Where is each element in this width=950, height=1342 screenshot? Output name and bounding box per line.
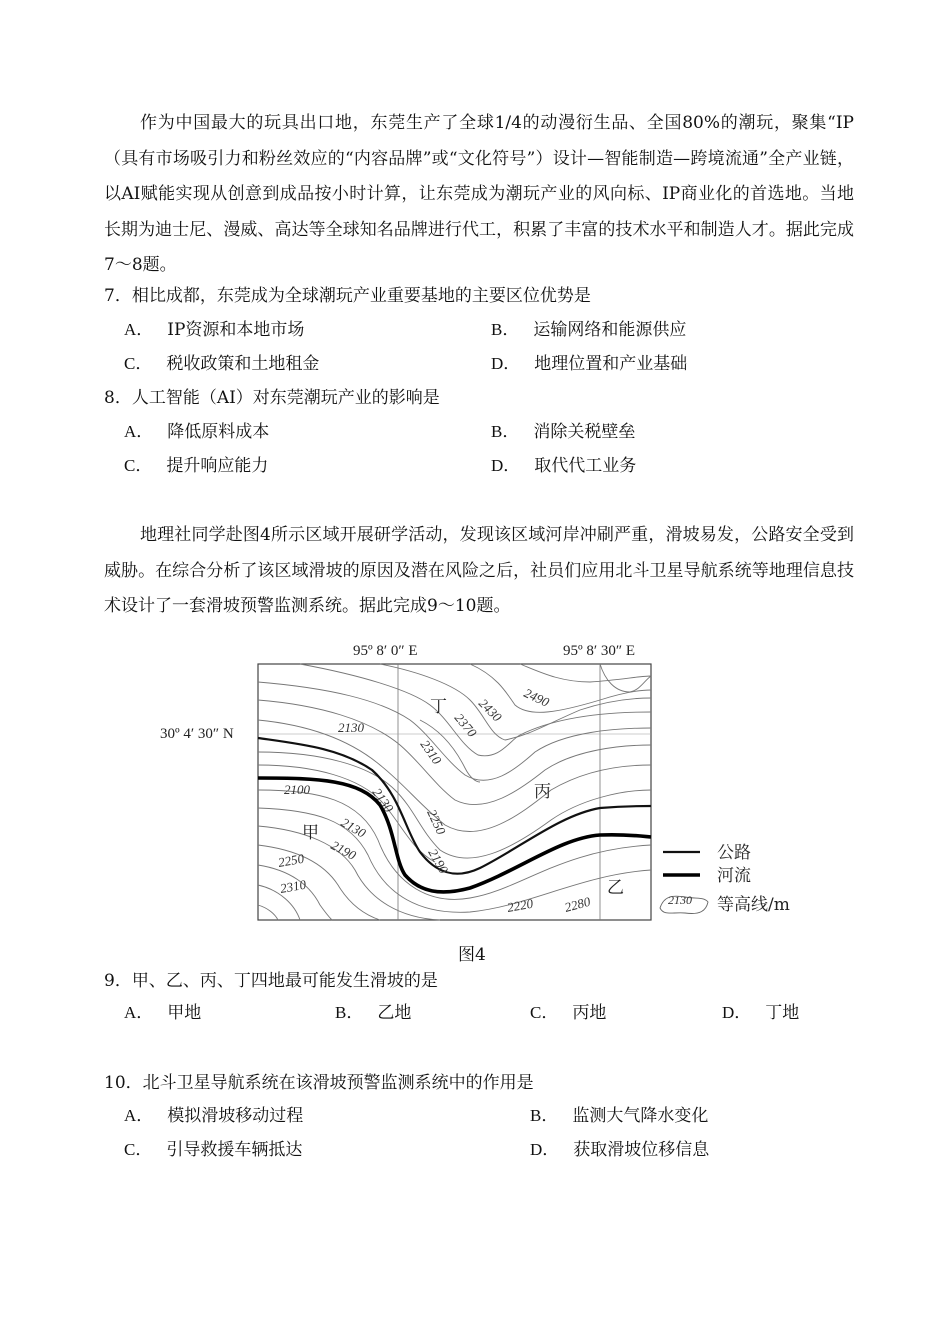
- option-text: 取代代工业务: [534, 456, 637, 476]
- legend-road-label: 公路: [717, 843, 751, 863]
- contour-label: 2130: [369, 785, 397, 816]
- contour-label: 2370: [451, 710, 480, 740]
- question-7-option-d[interactable]: [491, 352, 687, 376]
- option-letter: A．: [124, 320, 154, 339]
- option-text: 乙地: [377, 1003, 412, 1023]
- option-text: IP资源和本地市场: [167, 320, 305, 340]
- contour-map-figure: [0, 630, 950, 930]
- option-letter: C．: [124, 1140, 153, 1159]
- option-text: 监测大气降水变化: [572, 1106, 709, 1126]
- option-letter: B．: [491, 422, 520, 441]
- contour-label: 2190: [425, 846, 452, 877]
- figure-caption: 图4: [458, 945, 486, 965]
- question-10-stem: 10．北斗卫星导航系统在该滑坡预警监测系统中的作用是: [104, 1073, 534, 1093]
- question-8-option-d[interactable]: [491, 454, 636, 478]
- option-text: 引导救援车辆抵达: [166, 1140, 303, 1160]
- option-letter: C．: [124, 354, 153, 373]
- option-text: 运输网络和能源供应: [533, 320, 687, 340]
- passage-1-line: 业的风向标、IP商业化的首选地。当地长期为迪士尼、漫威、高达等全球知名品牌进行: [104, 184, 855, 240]
- contour-line: [300, 664, 651, 756]
- question-9-option-b[interactable]: [335, 1001, 411, 1025]
- question-8-stem: 8．人工智能（AI）对东莞潮玩产业的影响是: [104, 388, 440, 408]
- option-text: 丁地: [765, 1003, 800, 1023]
- option-letter: C．: [530, 1003, 559, 1022]
- option-letter: B．: [491, 320, 520, 339]
- contour-label: 2310: [417, 737, 445, 768]
- question-7-option-a[interactable]: [124, 318, 304, 342]
- option-text: 税收政策和土地租金: [166, 354, 320, 374]
- contour-lines: [258, 664, 651, 920]
- contour-label: 2430: [475, 695, 505, 725]
- contour-label: 2130: [338, 814, 369, 841]
- option-letter: B．: [530, 1106, 559, 1125]
- legend-river-label: 河流: [717, 866, 751, 886]
- question-10-option-b[interactable]: [530, 1104, 708, 1128]
- place-label-bing: 丙: [534, 782, 551, 802]
- passage-1-line: 造—跨境流通”全产业链，以AI赋能实现从创意到成品按小时计算，让东莞成为潮玩产: [104, 148, 854, 204]
- option-letter: C．: [124, 456, 153, 475]
- question-7-option-c[interactable]: [124, 352, 319, 376]
- option-text: 模拟滑坡移动过程: [167, 1106, 304, 1126]
- question-8-option-a[interactable]: [124, 420, 269, 444]
- longitude-label-1: 95º 8′ 0″ E: [353, 643, 418, 659]
- contour-line: [520, 664, 651, 682]
- passage-2-line: 公路安全受到威胁。在综合分析了该区域滑坡的原因及潜在风险之后，社员们应用北斗: [104, 525, 854, 581]
- question-7-option-b[interactable]: [491, 318, 686, 342]
- option-text: 地理位置和产业基础: [534, 354, 688, 374]
- contour-line: [258, 905, 278, 920]
- passage-2-line: 地理社同学赴图4所示区域开展研学活动，发现该区域河岸冲刷严重，滑坡易发，: [140, 525, 752, 545]
- contour-label: 2310: [278, 876, 308, 896]
- road-line: [258, 738, 651, 877]
- passage-1-line: 聚集“IP（具有市场吸引力和粉丝效应的“内容品牌”或“文化符号”）设计—智能制: [104, 113, 854, 169]
- contour-label: 2250: [424, 806, 449, 837]
- question-9-option-c[interactable]: [530, 1001, 606, 1025]
- question-8-option-c[interactable]: [124, 454, 268, 478]
- longitude-label-2: 95º 8′ 30″ E: [563, 643, 636, 659]
- contour-line: [258, 720, 651, 832]
- question-10-option-d[interactable]: [530, 1138, 709, 1162]
- option-text: 降低原料成本: [167, 422, 270, 442]
- contour-label: 2100: [284, 782, 310, 797]
- option-letter: D．: [722, 1003, 752, 1022]
- contour-line: [600, 664, 651, 692]
- option-letter: B．: [335, 1003, 364, 1022]
- option-letter: A．: [124, 422, 154, 441]
- option-letter: D．: [530, 1140, 560, 1159]
- contour-label: 2220: [505, 895, 535, 915]
- option-text: 提升响应能力: [166, 456, 269, 476]
- place-label-yi: 乙: [607, 878, 624, 898]
- passage-1-line: 代工，积累了丰富的技术水平和制造人才。据此完成7～8题。: [104, 219, 855, 275]
- contour-label: 2130: [338, 720, 364, 735]
- contour-label: 2190: [328, 837, 359, 863]
- contour-label: 2490: [521, 685, 552, 710]
- passage-2-line: 卫星导航系统等地理信息技术设计了一套滑坡预警监测系统。据此完成9～10题。: [104, 560, 855, 616]
- option-text: 获取滑坡位移信息: [573, 1140, 710, 1160]
- passage-1-line: 作为中国最大的玩具出口地，东莞生产了全球1/4的动漫衍生品、全国80%的潮玩，: [140, 113, 792, 133]
- passage-1: [104, 106, 854, 284]
- question-8-option-b[interactable]: [491, 420, 635, 444]
- question-9-option-d[interactable]: [722, 1001, 799, 1025]
- option-letter: A．: [124, 1003, 154, 1022]
- option-letter: A．: [124, 1106, 154, 1125]
- contour-label: 2250: [276, 850, 306, 870]
- option-letter: D．: [491, 354, 521, 373]
- place-label-ding: 丁: [430, 697, 447, 717]
- place-label-jia: 甲: [302, 823, 319, 843]
- question-9-stem: 9．甲、乙、丙、丁四地最可能发生滑坡的是: [104, 971, 438, 991]
- contour-line: [258, 790, 651, 899]
- option-text: 甲地: [167, 1003, 202, 1023]
- legend-contour-label: 等高线/m: [717, 895, 790, 915]
- question-7-stem: 7．相比成都，东莞成为全球潮玩产业重要基地的主要区位优势是: [104, 286, 591, 306]
- map-legend: [660, 843, 790, 915]
- question-10-option-c[interactable]: [124, 1138, 302, 1162]
- contour-label: 2280: [562, 893, 592, 915]
- legend-contour-sample: 2130: [668, 893, 692, 907]
- latitude-label: 30º 4′ 30″ N: [160, 726, 234, 742]
- option-letter: D．: [491, 456, 521, 475]
- passage-2: [104, 518, 854, 625]
- option-text: 消除关税壁垒: [533, 422, 636, 442]
- option-text: 丙地: [572, 1003, 607, 1023]
- question-10-option-a[interactable]: [124, 1104, 303, 1128]
- contour-line: [380, 664, 651, 740]
- question-9-option-a[interactable]: [124, 1001, 201, 1025]
